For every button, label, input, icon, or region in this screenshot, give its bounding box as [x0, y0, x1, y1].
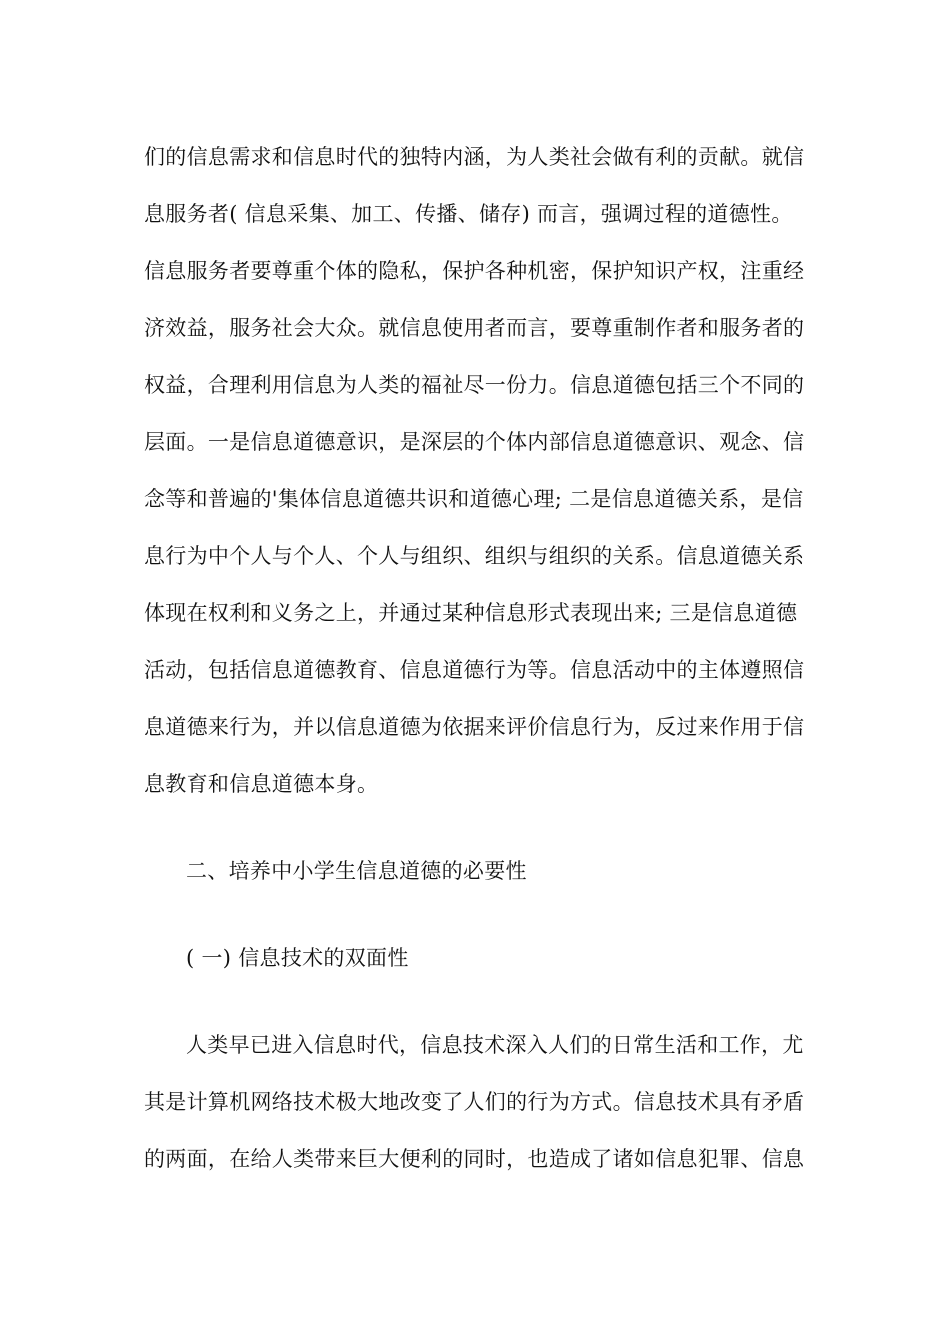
text-line: 人类早已进入信息时代，信息技术深入人们的日常生活和工作，尤 [186, 1033, 804, 1057]
text-line: 的两面，在给人类带来巨大便利的同时，也造成了诸如信息犯罪、信息 [144, 1147, 805, 1171]
text-line: 息道德来行为，并以信息道德为依据来评价信息行为，反过来作用于信 [144, 715, 805, 739]
text-line: 活动，包括信息道德教育、信息道德行为等。信息活动中的主体遵照信 [144, 658, 805, 682]
text-line: 们的信息需求和信息时代的独特内涵，为人类社会做有利的贡献。就信 [144, 145, 805, 169]
subsection-heading: ( 一) 信息技术的双面性 [186, 946, 409, 970]
text-line: 层面。一是信息道德意识，是深层的个体内部信息道德意识、观念、信 [144, 430, 805, 454]
text-line: 息教育和信息道德本身。 [144, 772, 379, 796]
text-line: 息行为中个人与个人、个人与组织、组织与组织的关系。信息道德关系 [144, 544, 805, 568]
text-line: 权益，合理利用信息为人类的福祉尽一份力。信息道德包括三个不同的 [144, 373, 805, 397]
text-line: 体现在权利和义务之上，并通过某种信息形式表现出来; 三是信息道德 [144, 601, 798, 625]
text-line: 信息服务者要尊重个体的隐私，保护各种机密，保护知识产权，注重经 [144, 259, 805, 283]
section-heading: 二、培养中小学生信息道德的必要性 [186, 859, 527, 883]
text-line: 其是计算机网络技术极大地改变了人们的行为方式。信息技术具有矛盾 [144, 1090, 805, 1114]
text-line: 息服务者( 信息采集、加工、传播、储存) 而言，强调过程的道德性。 [144, 202, 793, 226]
text-line: 念等和普遍的'集体信息道德共识和道德心理; 二是信息道德关系，是信 [144, 487, 804, 511]
text-line: 济效益，服务社会大众。就信息使用者而言，要尊重制作者和服务者的 [144, 316, 805, 340]
